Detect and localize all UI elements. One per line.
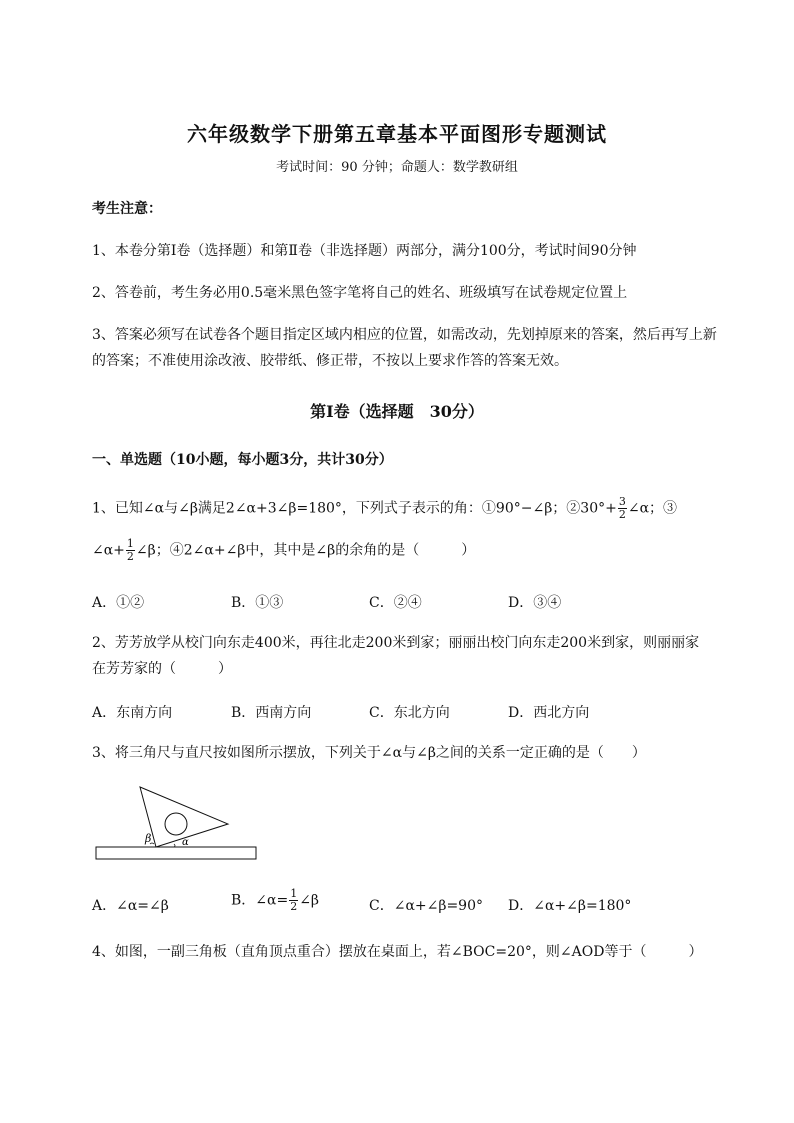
q3-option-b[interactable] (231, 888, 319, 913)
angle-alpha-arc (174, 844, 175, 847)
q3-option-c[interactable]: C．∠α+∠β=90° (369, 898, 483, 914)
q3-optb-frac-num: 1 (290, 887, 298, 900)
page-title: 六年级数学下册第五章基本平面图形专题测试 (187, 122, 607, 146)
q1-frac2-den: 2 (126, 550, 134, 563)
q1-fraction-2 (126, 538, 135, 563)
notice-item-3-cont: 的答案；不准使用涂改液、胶带纸、修正带，不按以上要求作答的答案无效。 (92, 353, 568, 369)
q2-line1: 2、芳芳放学从校门向东走400米，再往北走200米到家；丽丽出校门向东走200米到家，则丽丽家 (92, 635, 700, 651)
q1-line2 (92, 538, 475, 563)
q3-optb-fraction (289, 888, 298, 913)
q1-option-b[interactable]: B．①③ (231, 595, 284, 611)
exam-subtitle: 考试时间：90 分钟；命题人：数学教研组 (276, 160, 518, 175)
q3-optb-frac-den: 2 (290, 900, 298, 913)
q1-frac1-den: 2 (618, 508, 626, 521)
q1-frac2-num: 1 (126, 537, 134, 550)
q3-figure-triangle-ruler (90, 782, 265, 864)
notice-item-3: 3、答案必须写在试卷各个题目指定区域内相应的位置，如需改动，先划掉原来的答案，然后再写上新 (92, 327, 717, 343)
ruler-rect (96, 847, 256, 859)
q3-option-d[interactable]: D．∠α+∠β=180° (508, 898, 632, 914)
q2-option-c[interactable]: C．东北方向 (369, 705, 450, 721)
q2-option-b[interactable]: B．西南方向 (231, 705, 312, 721)
q1-line2-text-b: ∠β；④2∠α+∠β中，其中是∠β的余角的是（ ） (135, 542, 476, 559)
q1-line1-text-a: 1、已知∠α与∠β满足2∠α+3∠β=180°，下列式子表示的角：①90°−∠β；②30°+ (92, 500, 617, 517)
q1-frac1-num: 3 (618, 495, 626, 508)
q1-line1 (92, 496, 677, 521)
q1-option-c[interactable]: C．②④ (369, 595, 422, 611)
q2-option-a[interactable]: A．东南方向 (92, 705, 173, 721)
q3-option-a[interactable]: A．∠α=∠β (92, 898, 169, 914)
q1-line1-text-b: ∠α；③ (627, 500, 678, 517)
q3-line1: 3、将三角尺与直尺按如图所示摆放，下列关于∠α与∠β之间的关系一定正确的是（ ） (92, 745, 646, 761)
q2-line2: 在芳芳家的（ ） (92, 661, 232, 677)
q1-fraction-1 (618, 496, 627, 521)
q1-option-d[interactable]: D．③④ (508, 595, 562, 611)
q3-optb-tail: ∠β (299, 892, 320, 909)
q1-option-a[interactable]: A．①② (92, 595, 145, 611)
label-beta: β (145, 832, 152, 845)
label-alpha: α (182, 837, 189, 848)
notice-item-2: 2、答卷前，考生务必用0.5毫米黑色签字笔将自己的姓名、班级填写在试卷规定位置上 (92, 285, 628, 301)
section-heading: 第Ⅰ卷（选择题 30分） (310, 402, 484, 421)
triangle-hole-circle (165, 813, 187, 835)
q2-option-d[interactable]: D．西北方向 (508, 705, 590, 721)
q3-optb-text: B．∠α= (231, 892, 289, 909)
notice-item-1: 1、本卷分第Ⅰ卷（选择题）和第Ⅱ卷（非选择题）两部分，满分100分，考试时间90分钟 (92, 243, 637, 259)
q4-line1: 4、如图，一副三角板（直角顶点重合）摆放在桌面上，若∠BOC=20°，则∠AOD等于（ ） (92, 944, 703, 960)
part1-heading: 一、单选题（10小题，每小题3分，共计30分） (92, 452, 393, 468)
q1-line2-text-a: ∠α+ (92, 542, 125, 559)
notice-heading: 考生注意： (92, 201, 162, 217)
